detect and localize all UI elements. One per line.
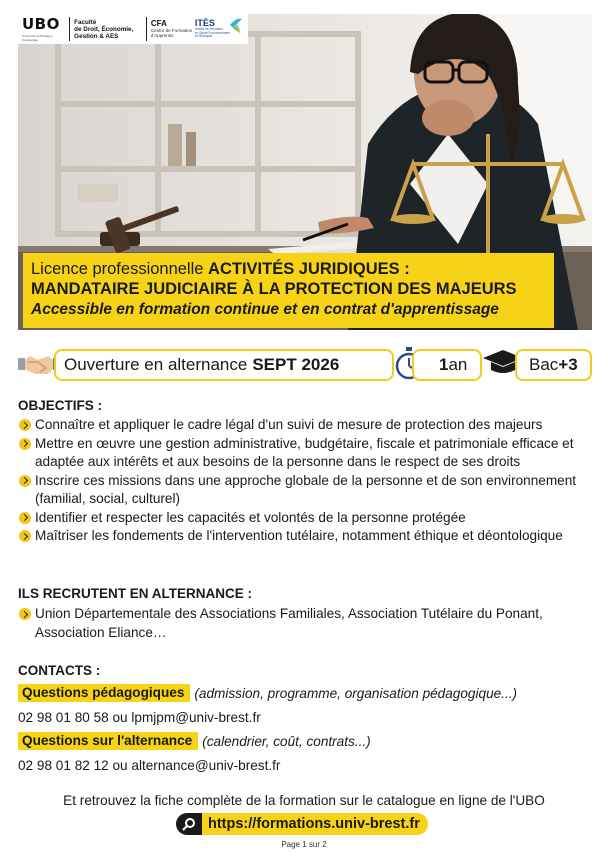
chevron-bullet-icon bbox=[19, 512, 31, 524]
program-subtitle: MANDATAIRE JUDICIAIRE À LA PROTECTION DES MAJEURS bbox=[31, 280, 517, 298]
logo-bar bbox=[18, 14, 248, 44]
alternance-label: Questions sur l'alternance bbox=[18, 732, 198, 750]
recruiters-heading: ILS RECRUTENT EN ALTERNANCE : bbox=[18, 586, 252, 601]
objectives-heading: OBJECTIFS : bbox=[18, 398, 103, 413]
opening-badge: Ouverture en alternance SEPT 2026 bbox=[54, 349, 394, 381]
cfa-logo: CFA Centre de Formation d'Apprentis bbox=[150, 19, 193, 38]
logo-divider bbox=[69, 17, 70, 41]
alternance-contact-details[interactable]: 02 98 01 82 12 ou alternance@univ-brest.fr bbox=[18, 758, 281, 773]
pedagogy-label: Questions pédagogiques bbox=[18, 684, 190, 702]
recruiters-list bbox=[18, 605, 598, 642]
level-badge: Bac +3 bbox=[515, 349, 592, 381]
pedagogy-note: (admission, programme, organisation pédagogique...) bbox=[194, 685, 518, 701]
list-item: Maîtriser les fondements de l'intervention tutélaire, notamment éthique et déontologique bbox=[18, 527, 598, 546]
catalog-link[interactable] bbox=[176, 813, 428, 835]
program-title: Licence professionnelle ACTIVITÉS JURIDIQUES : bbox=[31, 260, 410, 278]
logo-divider bbox=[146, 17, 147, 41]
chevron-bullet-icon bbox=[19, 419, 31, 431]
pedagogy-contact bbox=[18, 684, 517, 702]
list-item: Inscrire ces missions dans une approche globale de la personne et de son environnement (familial, social, culturel) bbox=[18, 472, 598, 509]
chevron-bullet-icon bbox=[19, 608, 31, 620]
pedagogy-contact-details[interactable]: 02 98 01 80 58 ou lpmjpm@univ-brest.fr bbox=[18, 710, 261, 725]
bird-icon bbox=[228, 17, 244, 35]
info-row bbox=[18, 346, 592, 384]
alternance-contact bbox=[18, 732, 371, 750]
title-band bbox=[23, 253, 554, 328]
faculty-logo: Faculté de Droit, Économie, Gestion & AES bbox=[74, 18, 134, 40]
catalog-url[interactable]: https://formations.univ-brest.fr bbox=[202, 813, 428, 835]
chevron-bullet-icon bbox=[19, 475, 31, 487]
list-item: Connaître et appliquer le cadre légal d'un suivi de mesure de protection des majeurs bbox=[18, 416, 598, 435]
objectives-list bbox=[18, 416, 598, 546]
alternance-note: (calendrier, coût, contrats...) bbox=[202, 733, 371, 749]
list-item: Union Départementale des Associations Familiales, Association Tutélaire du Ponant, Association Eliance… bbox=[18, 605, 598, 642]
chevron-bullet-icon bbox=[19, 438, 31, 450]
search-icon bbox=[176, 813, 202, 835]
chevron-bullet-icon bbox=[19, 530, 31, 542]
ites-logo: ITÈS Institut de formation en Santé Environnement en Bretagne bbox=[195, 19, 248, 39]
contacts-heading: CONTACTS : bbox=[18, 663, 101, 678]
program-access: Accessible en formation continue et en contrat d'apprentissage bbox=[31, 301, 499, 318]
duration-badge: 1 an bbox=[412, 349, 482, 381]
footer-text: Et retrouvez la fiche complète de la formation sur le catalogue en ligne de l'UBO bbox=[63, 793, 545, 808]
ubo-logo: UBO Université de Bretagne Occidentale bbox=[22, 15, 60, 42]
list-item: Identifier et respecter les capacités et volontés de la personne protégée bbox=[18, 509, 598, 528]
page-number: Page 1 sur 2 bbox=[281, 840, 327, 849]
list-item: Mettre en œuvre une gestion administrative, budgétaire, fiscale et patrimoniale efficace et adaptée aux intérêts et aux besoins de la personne dans le respect de ses droits bbox=[18, 435, 598, 472]
